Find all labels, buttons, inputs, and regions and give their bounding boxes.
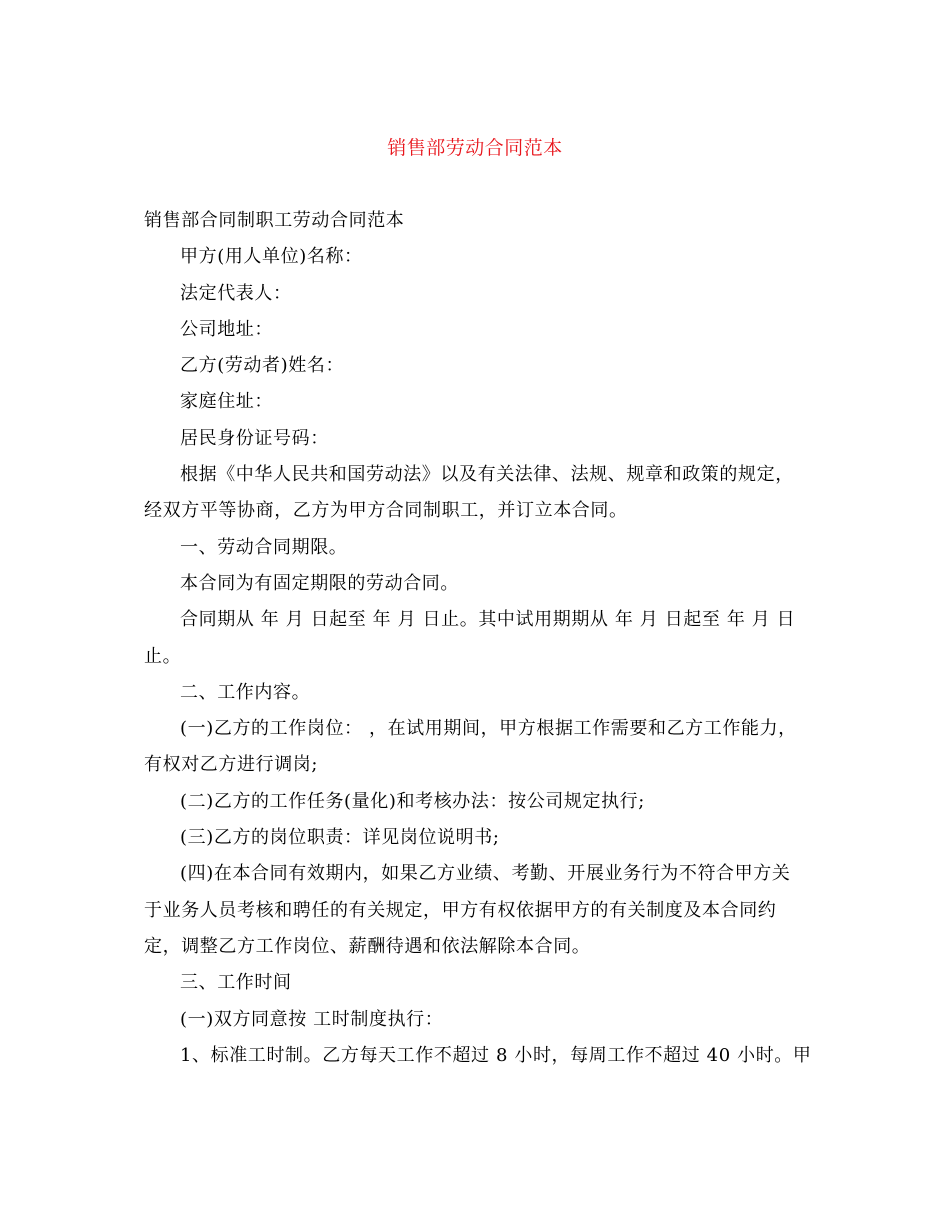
- text-line: 止。: [144, 645, 182, 667]
- text-line: (一)双方同意按 工时制度执行：: [180, 1008, 444, 1030]
- text-line: 一、劳动合同期限。: [180, 536, 348, 558]
- text-line: 公司地址：: [180, 318, 273, 340]
- text-line: 定，调整乙方工作岗位、薪酬待遇和依法解除本合同。: [144, 935, 591, 957]
- text-line: 1、标准工时制。乙方每天工作不超过 8 小时，每周工作不超过 40 小时。甲: [180, 1044, 812, 1066]
- text-line: 家庭住址：: [180, 391, 273, 413]
- text-line: (一)乙方的工作岗位： ，在试用期间，甲方根据工作需要和乙方工作能力，: [180, 718, 797, 740]
- text-line: 销售部合同制职工劳动合同范本: [144, 210, 405, 231]
- text-line: 本合同为有固定期限的劳动合同。: [180, 572, 459, 594]
- text-line: 经双方平等协商，乙方为甲方合同制职工，并订立本合同。: [144, 500, 628, 522]
- text-line: 合同期从 年 月 日起至 年 月 日止。其中试用期期从 年 月 日起至 年 月 日: [180, 609, 796, 631]
- text-line: 有权对乙方进行调岗;: [144, 754, 319, 776]
- text-line: 居民身份证号码：: [180, 427, 329, 449]
- text-line: (三)乙方的岗位职责：详见岗位说明书;: [180, 827, 500, 849]
- text-line: 于业务人员考核和聘任的有关规定，甲方有权依据甲方的有关制度及本合同约: [144, 899, 777, 921]
- text-line: (二)乙方的工作任务(量化)和考核办法：按公司规定执行;: [180, 790, 645, 812]
- document-body: [144, 203, 812, 1074]
- text-line: 甲方(用人单位)名称：: [180, 246, 363, 268]
- document-title: 销售部劳动合同范本: [387, 137, 563, 159]
- text-line: 法定代表人：: [180, 282, 292, 304]
- text-line: 乙方(劳动者)姓名：: [180, 355, 345, 377]
- text-line: 根据《中华人民共和国劳动法》以及有关法律、法规、规章和政策的规定，: [180, 464, 794, 486]
- text-line: 二、工作内容。: [180, 681, 311, 703]
- text-line: 三、工作时间: [180, 972, 292, 994]
- text-line: (四)在本合同有效期内，如果乙方业绩、考勤、开展业务行为不符合甲方关: [180, 863, 791, 885]
